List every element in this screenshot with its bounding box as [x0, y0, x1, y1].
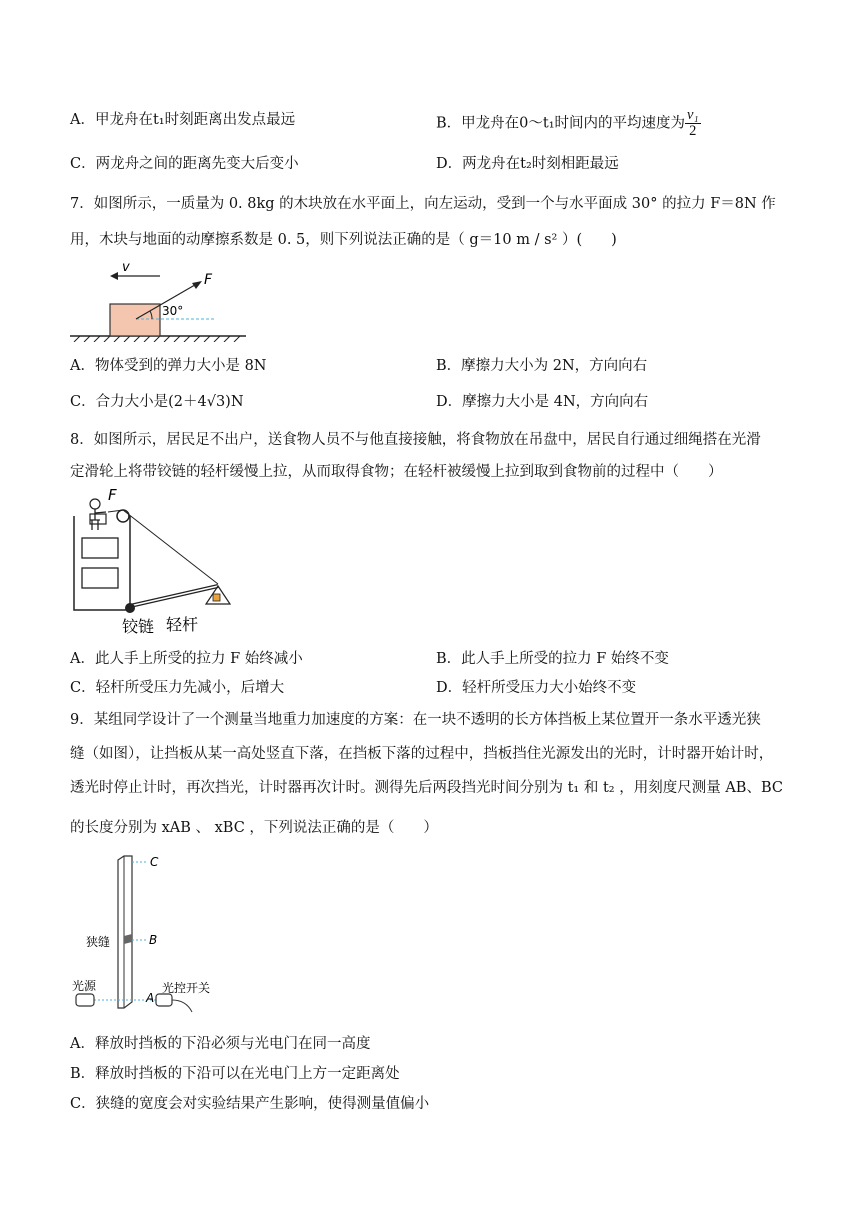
q8-option-c: C．轻杆所受压力先减小，后增大 — [70, 680, 285, 696]
q7-option-c: C．合力大小是(2＋4√3)N — [70, 394, 244, 410]
q6-option-c: C．两龙舟之间的距离先变大后变小 — [70, 156, 299, 172]
q6-option-b — [436, 108, 701, 139]
q9-stem-line1: 9．某组同学设计了一个测量当地重力加速度的方案：在一块不透明的长方体挡板上某位置开一条水平透光狭 — [70, 712, 761, 728]
q6-option-d: D．两龙舟在t₂时刻相距最远 — [436, 156, 619, 172]
q7-v-label: v — [122, 260, 130, 275]
q9-slit-label: 狭缝 — [86, 935, 111, 949]
q7-option-d: D．摩擦力大小是 4N，方向向右 — [436, 394, 649, 410]
q9-stem-line2: 缝（如图），让挡板从某一高处竖直下落，在挡板下落的过程中，挡板挡住光源发出的光时，计时器开始计时， — [70, 746, 774, 762]
q8-hinge-label: 铰链 — [122, 617, 155, 636]
q7-stem-line2: 用，木块与地面的动摩擦系数是 0. 5，则下列说法正确的是（ g＝10 m / s² ）( ) — [70, 232, 617, 248]
q9-option-a: A．释放时挡板的下沿必须与光电门在同一高度 — [70, 1036, 371, 1052]
q6-frac-num: v₁ — [687, 107, 699, 123]
q9-switch-label: 光控开关 — [162, 981, 211, 995]
q9-b-label: B — [149, 933, 158, 947]
q9-stem-line4: 的长度分别为 xAB 、 xBC ，下列说法正确的是（ ） — [70, 820, 438, 836]
q9-a-label: A — [146, 991, 155, 1005]
q8-pulley — [117, 510, 129, 522]
q7-figure — [68, 260, 248, 342]
q8-option-b: B．此人手上所受的拉力 F 始终不变 — [436, 651, 669, 667]
q6-option-a: A．甲龙舟在t₁时刻距离出发点最远 — [70, 112, 296, 128]
q7-option-a: A．物体受到的弹力大小是 8N — [70, 358, 267, 374]
q8-figure — [68, 486, 248, 636]
q9-light-source — [76, 994, 94, 1006]
q6-option-b-fraction — [685, 108, 700, 139]
q8-stem-line2: 定滑轮上将带铰链的轻杆缓慢上拉，从而取得食物；在轻杆被缓慢上拉到取到食物前的过程中（ ） — [70, 464, 723, 480]
q9-light-switch — [156, 994, 172, 1006]
q6-frac-den: 2 — [689, 123, 697, 140]
q7-f-label: F — [204, 272, 213, 288]
q6-option-b-text: B．甲龙舟在0～t₁时间内的平均速度为 — [436, 115, 686, 132]
q7-option-b: B．摩擦力大小为 2N，方向向右 — [436, 358, 648, 374]
q9-option-c: C．狭缝的宽度会对实验结果产生影响，使得测量值偏小 — [70, 1096, 430, 1112]
q8-rod-label: 轻杆 — [166, 615, 199, 634]
q8-hinge — [125, 603, 135, 613]
q8-option-a: A．此人手上所受的拉力 F 始终减小 — [70, 651, 303, 667]
q9-figure — [68, 852, 248, 1022]
q9-light-label: 光源 — [72, 979, 97, 993]
q7-angle-label: 30° — [162, 304, 184, 318]
q8-f-label: F — [108, 486, 117, 504]
q9-c-label: C — [150, 855, 159, 869]
q9-plate — [118, 856, 132, 1008]
q8-stem-line1: 8．如图所示，居民足不出户，送食物人员不与他直接接触，将食物放在吊盘中，居民自行通过细绳搭在光滑 — [70, 432, 761, 448]
q9-stem-line3: 透光时停止计时，再次挡光，计时器再次计时。测得先后两段挡光时间分别为 t₁ 和 t₂ ，用刻度尺测量 AB、BC — [70, 780, 783, 796]
q9-option-b: B．释放时挡板的下沿可以在光电门上方一定距离处 — [70, 1066, 400, 1082]
q8-option-d: D．轻杆所受压力大小始终不变 — [436, 680, 637, 696]
q7-stem-line1: 7．如图所示，一质量为 0. 8kg 的木块放在水平面上，向左运动，受到一个与水平面成 30° 的拉力 F＝8N 作 — [70, 196, 776, 212]
